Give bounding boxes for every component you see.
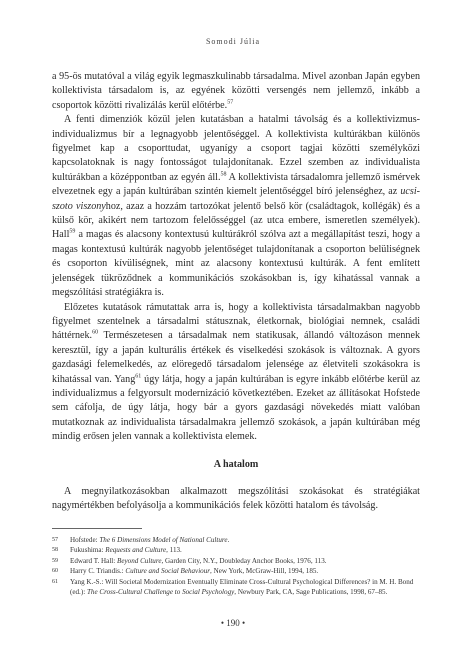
- text-run: , New York, McGraw-Hill, 1994, 185.: [210, 567, 319, 576]
- footnote-number: 57: [52, 537, 58, 543]
- footnote-rule: [52, 528, 142, 529]
- text-run: Hofstede:: [70, 536, 100, 544]
- footnote-text: [70, 545, 420, 555]
- text-run: a magas és alacsony kontextusú kultúrákról szólva azt a megállapítást teszi, hogy a magas kontextusú kultúrák nagyobb jelentőséget tulajdonítanak a csoporton belüliségnek és csoporton kívüliségnek, mint az alacsony kontextusú kultúrák. A fent említett jelenségek tükröződnek a kommunikációs szokásokban is, így kihatással vannak a megszólítási stratégiákra is.: [52, 229, 420, 299]
- footnote-ref: 60: [92, 329, 99, 336]
- footnote-number: 59: [52, 557, 58, 564]
- italic-text: The 6 Dimensions Model of National Culture: [99, 536, 228, 544]
- footnote-text: [70, 577, 420, 598]
- footnote-text: [70, 556, 420, 566]
- paragraph-3: [52, 301, 420, 445]
- text-run: .: [227, 536, 230, 544]
- text-run: , 113.: [166, 546, 182, 555]
- text-run: Yang K.-S.: Will Societal Modernization Eventually Eliminate Cross-Cultural Psychological Differences? in M. H. Bond (ed.):: [70, 577, 414, 597]
- footnote-number: 60: [52, 568, 58, 575]
- footnote: [52, 556, 420, 566]
- footnote: [52, 535, 420, 545]
- closing-paragraph: A megnyilatkozásokban alkalmazott megszólítási szokásokat és stratégiákat nagymértékben befolyásolja a kommunikációs felek közötti hatalom és távolság.: [52, 485, 420, 512]
- footnote-text: [70, 566, 420, 576]
- footnote-ref: 61: [135, 373, 142, 380]
- text-run: Harry C. Triandis.:: [70, 567, 126, 576]
- paragraph-1: [52, 70, 420, 113]
- text-run: hoz, azaz a hozzám tartozókat jelentő belső kör (családtagok, kollégák) és a külső kör, akikért nem tartozom felelősséggel (az utca embere, ismeretlen személyek). Hall: [52, 200, 420, 241]
- footnotes: [52, 535, 420, 597]
- footnote-text: [70, 535, 420, 545]
- text-run: A kollektivista társadalomra jellemző ismérvek elvezetnek egy a japán kultúrában szintén kiemelt jelentőséggel bíró jelenséghez, az: [52, 171, 420, 198]
- footnote-ref: 57: [227, 99, 234, 106]
- italic-text: The Cross-Cultural Challenge to Social Psychology: [86, 588, 235, 597]
- text-run: úgy látja, hogy a japán kultúrában is egyre inkább előtérbe kerül az individualizmus a felgyorsult modernizáció következtében. Ezeket az állításokat Hofstede sem cáfolja, de úgy látja, hogy bár a gyors gazdasági növekedés miatt valóban mutatkoznak az individualista társadalmakra jellemző szokások, a japán kultúrában még mindig erősen jelen vannak a kollektivista elemek.: [52, 373, 420, 443]
- paragraph-2: [52, 113, 420, 300]
- italic-text: Beyond Culture: [117, 556, 162, 565]
- italic-text: ucsi-szoto viszony: [52, 186, 420, 212]
- text-run: Fukushima:: [70, 546, 106, 555]
- footnote-number: 58: [52, 547, 58, 554]
- footnote-number: 61: [52, 578, 58, 585]
- running-head: Somodi Júlia: [205, 37, 260, 46]
- section-heading: A hatalom: [213, 458, 259, 470]
- footnote-ref: 58: [220, 171, 227, 178]
- text-run: , Garden City, N.Y., Doubleday Anchor Books, 1976, 113.: [161, 556, 327, 565]
- italic-text: Requests and Culture: [105, 546, 167, 555]
- footnote: [52, 545, 420, 555]
- footnote: [52, 566, 420, 576]
- italic-text: Culture and Social Behaviour: [125, 567, 211, 576]
- page-number: • 190 •: [220, 618, 246, 628]
- footnote-ref: 59: [69, 229, 76, 236]
- text-run: Természetesen a társadalmak nem statikusak, állandó változáson mennek keresztül, így a japán kulturális értékek és viselkedési szokások is változnak. A gyors gazdasági felemelkedés, az elöregedő társadalom jelensége az életviteli szokásokra is kihatással van. Yang: [52, 330, 420, 385]
- footnote: [52, 577, 420, 598]
- text-run: A fenti dimenziók közül jelen kutatásban a hatalmi távolság és a kollektivizmus-individualizmus bír a legnagyobb jelentőséggel. A kollektivista kultúrákban különös figyelmet kap a csoporttudat, ugyanígy a csoport tagjai közötti személyközi kapcsolatoknak is nagy fontosságot tulajdonítanak. Ezzel szemben az individualista kultúrákban a középpontban az egyén áll.: [52, 114, 420, 183]
- text-run: Edward T. Hall:: [70, 556, 118, 565]
- text-run: Előzetes kutatások rámutattak arra is, hogy a kollektivista társadalmakban nagyobb figyelmet szentelnek a társadalmi státusznak, életkornak, biológiai nemnek, családi háttérnek.: [52, 301, 420, 342]
- text-run: , Newbury Park, CA, Sage Publications, 1998, 67–85.: [234, 588, 388, 597]
- text-run: a 95-ös mutatóval a világ egyik legmaszkulinabb társadalma. Mivel azonban Japán egyben kollektivista társadalom is, az egyének közötti versengés nem jellemző, inkább a csoportok közötti rivalizálás kerül előtérbe.: [52, 71, 420, 111]
- body-text: [52, 70, 420, 514]
